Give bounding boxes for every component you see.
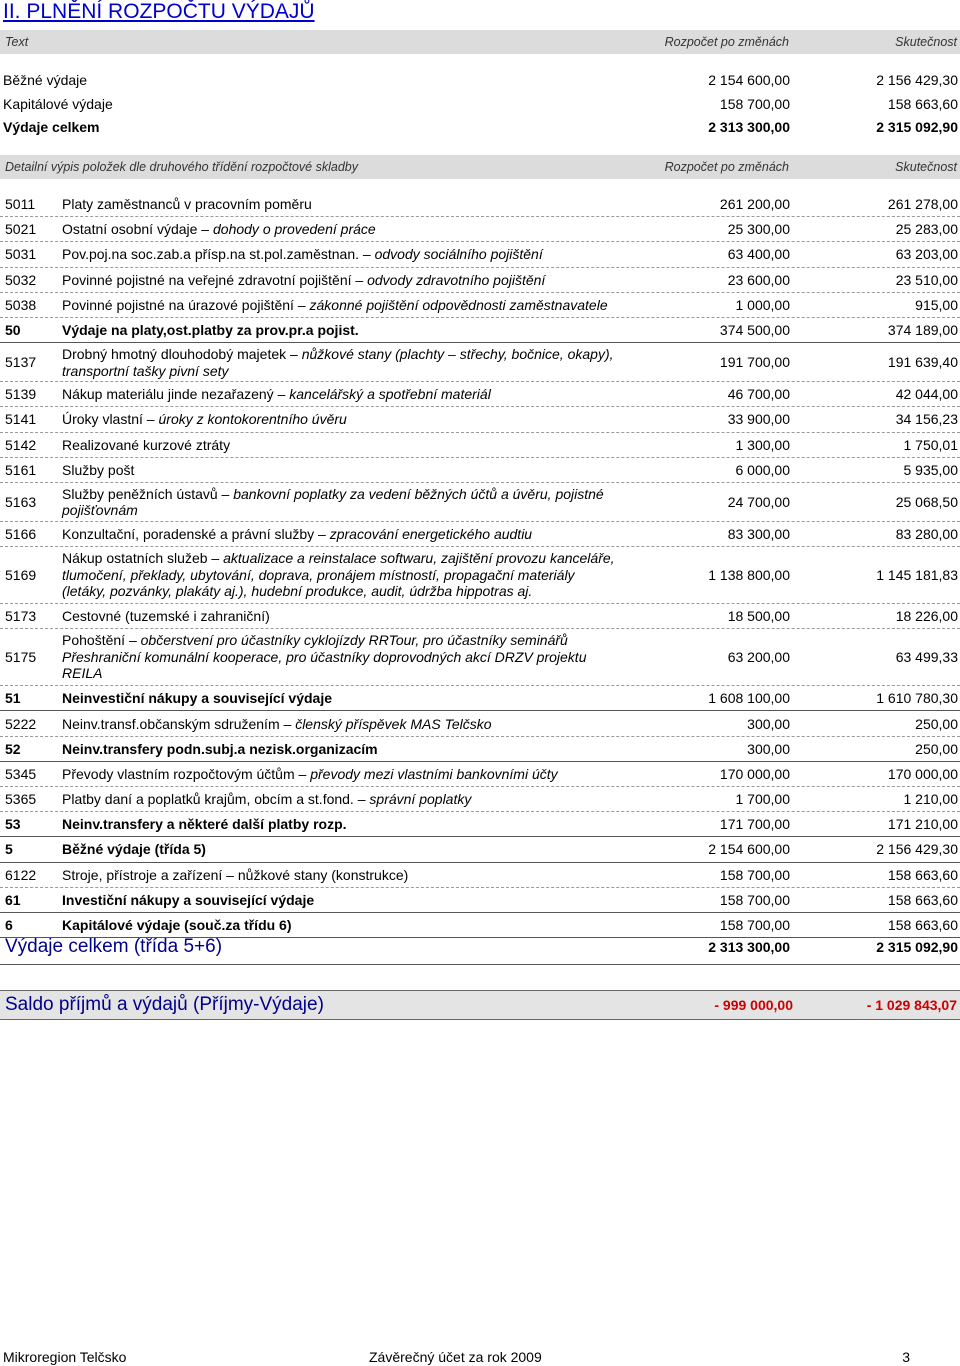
row-budget: 23 600,00 — [727, 271, 790, 288]
detail-header-budget: Rozpočet po změnách — [664, 160, 789, 174]
row-budget: 6 000,00 — [735, 461, 790, 478]
row-budget: 24 700,00 — [727, 493, 790, 510]
table-row — [0, 547, 960, 604]
footer-document: Závěrečný účet za rok 2009 — [369, 1349, 542, 1365]
row-description — [62, 462, 622, 479]
table-row — [0, 407, 960, 432]
row-name: Povinné pojistné na úrazové pojištění — [62, 296, 294, 313]
row-name: Služby pošt — [62, 461, 135, 478]
table-row — [0, 293, 960, 318]
row-code: 6122 — [5, 866, 37, 883]
row-name: Neinv.transfery a některé další platby rozp. — [62, 816, 347, 833]
row-name: Pov.poj.na soc.zab.a přísp.na st.pol.zaměstnan. — [62, 246, 360, 263]
row-name: Platy zaměstnanců v pracovním poměru — [62, 196, 312, 213]
row-name: Nákup ostatních služeb — [62, 550, 208, 567]
grand-total-budget: 2 313 300,00 — [708, 939, 790, 955]
table-row — [0, 604, 960, 629]
row-name: Neinv.transf.občanským sdružením — [62, 715, 280, 732]
row-name: Nákup materiálu jinde nezařazený — [62, 386, 274, 403]
table-row — [0, 737, 960, 762]
grand-total-row — [0, 936, 960, 965]
row-budget: 18 500,00 — [727, 608, 790, 625]
row-description: Úroky vlastní – úroky z kontokorentního úvěru — [62, 411, 347, 428]
row-name: Stroje, přístroje a zařízení — [62, 866, 223, 883]
footer-page-number: 3 — [902, 1349, 910, 1365]
table-row — [0, 192, 960, 217]
row-actual: 1 210,00 — [903, 791, 958, 808]
table-row — [0, 458, 960, 483]
summary-row-current — [0, 69, 960, 91]
row-description: Služby peněžních ústavů – bankovní poplatky za vedení běžných účtů a úvěru, pojistné pojišťovnám — [62, 485, 604, 519]
row-code: 5141 — [5, 411, 37, 428]
row-actual: 25 283,00 — [895, 221, 958, 238]
row-note: odvody zdravotního pojištění — [367, 271, 546, 288]
table-row — [0, 837, 960, 862]
row-description — [62, 892, 622, 909]
row-budget: 1 300,00 — [735, 436, 790, 453]
row-description: Ostatní osobní výdaje – dohody o provedení práce — [62, 221, 376, 238]
row-budget: 25 300,00 — [727, 221, 790, 238]
table-row — [0, 433, 960, 458]
table-row — [0, 629, 960, 686]
row-description — [62, 322, 622, 339]
row-code: 5 — [5, 841, 13, 858]
row-budget: 33 900,00 — [727, 411, 790, 428]
table-row — [0, 686, 960, 711]
table-row — [0, 522, 960, 547]
row-name: Kapitálové výdaje (souč.za třídu 6) — [62, 917, 292, 934]
row-budget: 374 500,00 — [719, 322, 790, 339]
saldo-budget: - 999 000,00 — [714, 997, 793, 1013]
table-row — [0, 812, 960, 837]
row-note: členský příspěvek MAS Telčsko — [295, 715, 492, 732]
row-actual: 63 499,33 — [895, 649, 958, 666]
summary-label: Běžné výdaje — [3, 72, 88, 88]
row-description — [62, 196, 622, 213]
row-code: 50 — [5, 322, 21, 339]
row-name: Investiční nákupy a související výdaje — [62, 891, 315, 908]
row-code: 61 — [5, 891, 21, 908]
row-actual: 158 663,60 — [887, 891, 958, 908]
row-name: Cestovné (tuzemské i zahraniční) — [62, 608, 270, 625]
row-description — [62, 690, 622, 707]
row-actual: 63 203,00 — [895, 246, 958, 263]
table-row — [0, 863, 960, 888]
row-description: Drobný hmotný dlouhodobý majetek – nůžkové stany (plachty – střechy, bočnice, okapy), transportní tašky pivní sety — [62, 346, 614, 379]
grand-total-actual: 2 315 092,90 — [876, 939, 958, 955]
row-description: Nákup ostatních služeb – aktualizace a reinstalace softwaru, zajištění provozu kanceláře, tlumočení, překlady, ubytování, doprava, pronájem místností, propagační materiály (letáky, pozvánky, plakáty aj.), hudební produkce, audit, údržba hippotras aj. — [62, 550, 615, 600]
row-budget: 1 700,00 — [735, 791, 790, 808]
row-description: Stroje, přístroje a zařízení – nůžkové stany (konstrukce) — [62, 866, 409, 883]
row-budget: 46 700,00 — [727, 386, 790, 403]
row-code: 5222 — [5, 715, 37, 732]
row-actual: 18 226,00 — [895, 608, 958, 625]
table-row — [0, 762, 960, 787]
row-actual: 250,00 — [915, 740, 958, 757]
row-description: Nákup materiálu jinde nezařazený – kancelářský a spotřební materiál — [62, 386, 491, 403]
table-row — [0, 913, 960, 938]
row-actual: 5 935,00 — [903, 461, 958, 478]
row-code: 5345 — [5, 765, 37, 782]
row-name: Drobný hmotný dlouhodobý majetek — [62, 346, 287, 363]
table-row — [0, 787, 960, 812]
row-code: 5011 — [5, 196, 36, 213]
row-description: Převody vlastním rozpočtovým účtům – převody mezi vlastními bankovními účty — [62, 765, 558, 782]
table-row — [0, 268, 960, 293]
row-actual: 42 044,00 — [895, 386, 958, 403]
row-name: Neinv.transfery podn.subj.a nezisk.organizacím — [62, 740, 378, 757]
table-row — [0, 217, 960, 242]
row-actual: 374 189,00 — [887, 322, 958, 339]
table-row — [0, 888, 960, 913]
row-budget: 158 700,00 — [719, 917, 790, 934]
row-description — [62, 741, 622, 758]
row-actual: 2 156 429,30 — [876, 841, 958, 858]
table-row — [0, 242, 960, 267]
row-description — [62, 816, 622, 833]
row-description: Pov.poj.na soc.zab.a přísp.na st.pol.zaměstnan. – odvody sociálního pojištění — [62, 246, 543, 263]
row-actual: 250,00 — [915, 715, 958, 732]
summary-actual: 2 156 429,30 — [876, 72, 958, 88]
summary-header-text: Text — [5, 35, 29, 49]
row-name: Výdaje na platy,ost.platby za prov.pr.a pojist. — [62, 322, 359, 339]
row-name: Ostatní osobní výdaje — [62, 221, 198, 238]
row-code: 5139 — [5, 386, 37, 403]
row-actual: 261 278,00 — [887, 196, 958, 213]
table-row — [0, 343, 960, 382]
row-note: odvody sociálního pojištění — [374, 246, 543, 263]
table-row — [0, 711, 960, 736]
row-note: dohody o provedení práce — [213, 221, 376, 238]
row-name: Povinné pojistné na veřejné zdravotní pojištění — [62, 271, 352, 288]
row-description: Povinné pojistné na veřejné zdravotní pojištění – odvody zdravotního pojištění — [62, 271, 546, 288]
row-code: 51 — [5, 690, 21, 707]
row-budget: 191 700,00 — [719, 354, 790, 371]
row-note: úroky z kontokorentního úvěru — [158, 411, 347, 428]
row-budget: 1 138 800,00 — [708, 567, 790, 584]
row-note: nůžkové stany (konstrukce) — [237, 866, 409, 883]
row-note: zákonné pojištění odpovědnosti zaměstnavatele — [309, 296, 608, 313]
row-actual: 1 145 181,83 — [876, 567, 958, 584]
row-code: 5032 — [5, 271, 37, 288]
row-actual: 83 280,00 — [895, 525, 958, 542]
row-code: 52 — [5, 740, 21, 757]
row-description: Platby daní a poplatků krajům, obcím a st.fond. – správní poplatky — [62, 791, 472, 808]
row-budget: 63 400,00 — [727, 246, 790, 263]
summary-header — [0, 30, 960, 54]
row-actual: 915,00 — [915, 296, 958, 313]
row-actual: 1 610 780,30 — [876, 690, 958, 707]
row-code: 5175 — [5, 649, 37, 666]
summary-header-actual: Skutečnost — [895, 35, 957, 49]
row-budget: 1 608 100,00 — [708, 690, 790, 707]
summary-actual: 158 663,60 — [887, 96, 958, 112]
row-description — [62, 917, 622, 934]
row-budget: 300,00 — [747, 740, 790, 757]
row-note: občerstvení pro účastníky cyklojízdy RRTour, pro účastníky seminářů Přeshraniční komunální kooperace, pro účastníky doprovodných akcí DRZV projektu REILA — [62, 632, 587, 682]
row-description: Povinné pojistné na úrazové pojištění – zákonné pojištění odpovědnosti zaměstnavatele — [62, 296, 608, 313]
row-code: 6 — [5, 917, 13, 934]
row-code: 5163 — [5, 493, 37, 510]
row-note: nůžkové stany (plachty – střechy, bočnice, okapy), transportní tašky pivní sety — [62, 346, 614, 379]
row-actual: 34 156,23 — [895, 411, 958, 428]
row-actual: 158 663,60 — [887, 866, 958, 883]
saldo-actual: - 1 029 843,07 — [866, 997, 957, 1013]
row-code: 5142 — [5, 436, 37, 453]
summary-label: Kapitálové výdaje — [3, 96, 113, 112]
summary-label: Výdaje celkem — [3, 119, 100, 135]
row-code: 5031 — [5, 246, 37, 263]
row-name: Běžné výdaje (třída 5) — [62, 841, 206, 858]
detail-header-text: Detailní výpis položek dle druhového třídění rozpočtové skladby — [5, 160, 358, 174]
summary-budget: 2 154 600,00 — [708, 72, 790, 88]
row-name: Platby daní a poplatků krajům, obcím a st.fond. — [62, 791, 354, 808]
table-row — [0, 483, 960, 522]
row-name: Konzultační, poradenské a právní služby — [62, 525, 315, 542]
row-note: převody mezi vlastními bankovními účty — [310, 765, 558, 782]
row-budget: 158 700,00 — [719, 866, 790, 883]
row-budget: 300,00 — [747, 715, 790, 732]
row-actual: 171 210,00 — [887, 816, 958, 833]
row-note: kancelářský a spotřební materiál — [289, 386, 491, 403]
row-note: bankovní poplatky za vedení běžných účtů a úvěru, pojistné pojišťovnám — [62, 485, 604, 519]
row-name: Převody vlastním rozpočtovým účtům — [62, 765, 295, 782]
row-name: Neinvestiční nákupy a související výdaje — [62, 690, 333, 707]
row-code: 5038 — [5, 296, 37, 313]
row-description — [62, 437, 622, 454]
row-description: Konzultační, poradenské a právní služby – zpracování energetického audtiu — [62, 525, 533, 542]
row-note: aktualizace a reinstalace softwaru, zajištění provozu kanceláře, tlumočení, překlady, ubytování, doprava, pronájem místností, propagační materiály (letáky, pozvánky, plakáty aj.), hudební produkce, audit, údržba hippotras aj. — [62, 550, 615, 600]
summary-header-budget: Rozpočet po změnách — [664, 35, 789, 49]
row-actual: 1 750,01 — [903, 436, 958, 453]
table-row — [0, 382, 960, 407]
detail-table — [0, 192, 960, 938]
saldo-label: Saldo příjmů a výdajů (Příjmy-Výdaje) — [5, 994, 324, 1015]
row-actual: 170 000,00 — [887, 765, 958, 782]
row-description — [62, 841, 622, 858]
row-actual: 191 639,40 — [887, 354, 958, 371]
row-note: správní poplatky — [369, 791, 472, 808]
row-budget: 63 200,00 — [727, 649, 790, 666]
row-budget: 170 000,00 — [719, 765, 790, 782]
row-name: Realizované kurzové ztráty — [62, 436, 231, 453]
summary-budget: 158 700,00 — [719, 96, 790, 112]
detail-header — [0, 155, 960, 179]
summary-actual: 2 315 092,90 — [876, 119, 958, 135]
row-actual: 23 510,00 — [895, 271, 958, 288]
summary-row-total — [0, 116, 960, 138]
row-budget: 2 154 600,00 — [708, 841, 790, 858]
row-name: Pohoštění — [62, 632, 126, 649]
row-code: 5137 — [5, 354, 37, 371]
row-code: 5365 — [5, 791, 37, 808]
row-budget: 171 700,00 — [719, 816, 790, 833]
row-budget: 261 200,00 — [719, 196, 790, 213]
grand-total-label: Výdaje celkem (třída 5+6) — [5, 936, 223, 957]
row-code: 5021 — [5, 221, 37, 238]
row-code: 53 — [5, 816, 21, 833]
row-code: 5169 — [5, 567, 37, 584]
row-name: Úroky vlastní — [62, 411, 143, 428]
detail-header-actual: Skutečnost — [895, 160, 957, 174]
row-description: Neinv.transf.občanským sdružením – členský příspěvek MAS Telčsko — [62, 715, 492, 732]
row-code: 5161 — [5, 461, 37, 478]
summary-budget: 2 313 300,00 — [708, 119, 790, 135]
row-note: zpracování energetického audtiu — [329, 525, 533, 542]
row-budget: 158 700,00 — [719, 891, 790, 908]
table-row — [0, 318, 960, 343]
row-description: Pohoštění – občerstvení pro účastníky cyklojízdy RRTour, pro účastníky seminářů Přeshraniční komunální kooperace, pro účastníky doprovodných akcí DRZV projektu REILA — [62, 632, 587, 682]
row-description — [62, 608, 622, 625]
page-title: II. PLNĚNÍ ROZPOČTU VÝDAJŮ — [3, 0, 315, 23]
footer-organization: Mikroregion Telčsko — [3, 1349, 127, 1365]
row-budget: 83 300,00 — [727, 525, 790, 542]
saldo-row — [0, 990, 960, 1020]
row-code: 5173 — [5, 608, 37, 625]
row-budget: 1 000,00 — [735, 296, 790, 313]
row-actual: 158 663,60 — [887, 917, 958, 934]
summary-row-capital — [0, 93, 960, 115]
row-name: Služby peněžních ústavů — [62, 485, 218, 502]
row-code: 5166 — [5, 525, 37, 542]
row-actual: 25 068,50 — [895, 493, 958, 510]
